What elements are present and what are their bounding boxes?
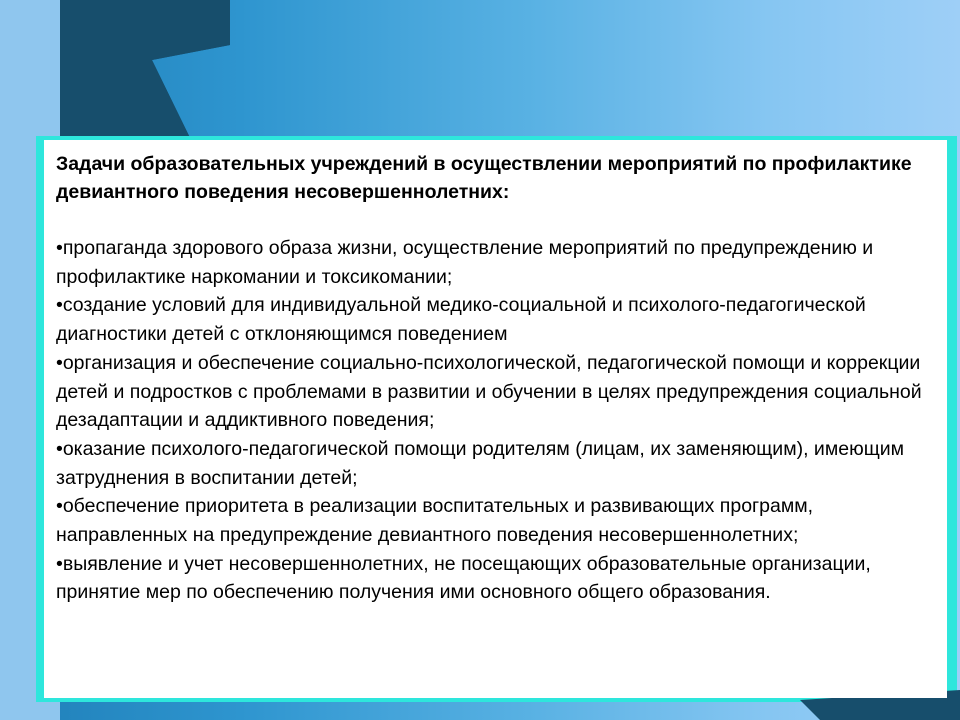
dark-diagonal-tail <box>0 0 60 148</box>
bullet-icon: • <box>56 437 63 460</box>
task-list <box>56 234 937 607</box>
task-item-text: обеспечение приоритета в реализации воспитательных и развивающих программ, направленных на предупреждение девиантного поведения несовершеннолетних; <box>56 495 814 547</box>
task-item-text: пропаганда здорового образа жизни, осуществление мероприятий по предупреждению и профилактике наркомании и токсикомании; <box>56 237 874 288</box>
spacer <box>56 206 937 234</box>
task-item <box>56 492 937 549</box>
bullet-icon: • <box>56 552 63 575</box>
text-panel <box>44 140 947 698</box>
slide-title: Задачи образовательных учреждений в осуществлении мероприятий по профилактике девиантного поведения несовершеннолетних: <box>56 153 912 203</box>
task-item-text: создание условий для индивидуальной медико-социальной и психолого-педагогической диагностики детей с отклоняющимся поведением <box>56 294 866 346</box>
dark-diagonal-band <box>60 0 230 148</box>
task-item-text: выявление и учет несовершеннолетних, не посещающих образовательные организации, принятие мер по обеспечению получения ими основного общего образования. <box>56 552 871 604</box>
bullet-icon: • <box>56 495 63 518</box>
task-item <box>56 435 937 492</box>
task-item <box>56 550 937 607</box>
bullet-icon: • <box>56 237 63 259</box>
task-item-text: оказание психолого-педагогической помощи родителям (лицам, их заменяющим), имеющим затруднения в воспитании детей; <box>56 437 905 489</box>
task-item <box>56 349 937 435</box>
task-item <box>56 291 937 348</box>
bullet-icon: • <box>56 294 63 317</box>
task-item-text: организация и обеспечение социально-психологической, педагогической помощи и коррекции детей и подростков с проблемами в развитии и обучении в целях предупреждения социальной дезадаптации и аддиктивного поведения; <box>56 351 922 432</box>
task-item <box>56 234 937 291</box>
bullet-icon: • <box>56 351 63 374</box>
